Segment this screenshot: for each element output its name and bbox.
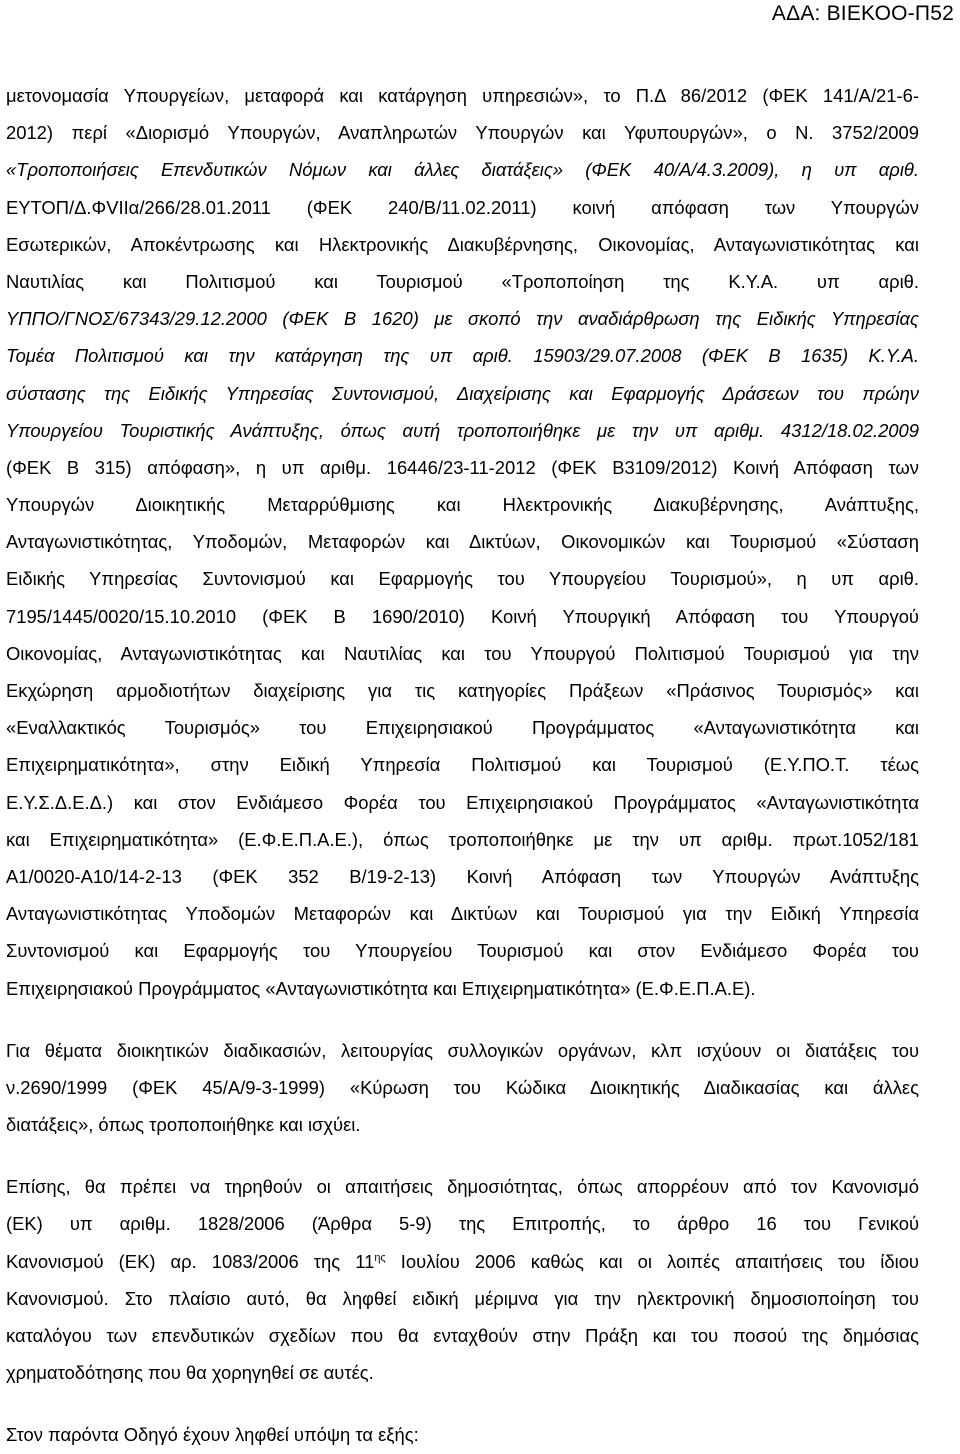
document-body (6, 77, 919, 1454)
document-header-code: ΑΔΑ: ΒΙΕΚΟΟ-Π52 (771, 2, 954, 25)
text-line: 2012) περί «Διορισμό Υπουργών, Αναπληρωτών Υπουργών και Υφυπουργών», ο Ν. 3752/2009 (6, 122, 919, 144)
text-line: Υπουργών Διοικητικής Μεταρρύθμισης και Ηλεκτρονικής Διακυβέρνησης, Ανάπτυξης, (6, 494, 919, 516)
text-line: Επιχειρηματικότητα», στην Ειδική Υπηρεσία Πολιτισμού και Τουρισμού (Ε.Υ.ΠΟ.Τ. τέως (6, 754, 919, 776)
text-line: «Εναλλακτικός Τουρισμός» του Επιχειρησιακού Προγράμματος «Ανταγωνιστικότητα και (6, 717, 919, 739)
text-line: Κανονισμού. Στο πλαίσιο αυτό, θα ληφθεί ειδική μέριμνα για την ηλεκτρονική δημοσιοποίηση του (6, 1287, 919, 1309)
text-line: και Επιχειρηματικότητα» (Ε.Φ.Ε.Π.Α.Ε.), όπως τροποποιήθηκε με την υπ αριθμ. πρωτ.1052/181 (6, 828, 919, 850)
text-line: ΕΥΤΟΠ/Δ.ΦVIIα/266/28.01.2011 (ΦΕΚ 240/Β/11.02.2011) κοινή απόφαση των Υπουργών (6, 196, 919, 218)
paragraph-publicity-requirements (6, 1168, 919, 1391)
text-line: Υπουργείου Τουριστικής Ανάπτυξης, όπως αυτή τροποποιήθηκε με την υπ αριθμ. 4312/18.02.2009 (6, 419, 919, 441)
text-line: Στον παρόντα Οδηγό έχουν ληφθεί υπόψη τα εξής: (6, 1424, 419, 1446)
text-line: Επιχειρησιακού Προγράμματος «Ανταγωνιστικότητα και Επιχειρηματικότητα» (Ε.Φ.Ε.Π.Α.Ε). (6, 977, 756, 999)
text-line: Τομέα Πολιτισμού και την κατάργηση της υπ αριθ. 15903/29.07.2008 (ΦΕΚ Β 1635) Κ.Υ.Α. (6, 345, 919, 367)
text-line: (ΕΚ) υπ αριθμ. 1828/2006 (Άρθρα 5-9) της Επιτροπής, το άρθρο 16 του Γενικού (6, 1213, 919, 1235)
text-line: Ναυτιλίας και Πολιτισμού και Τουρισμού «Τροποποίηση της Κ.Υ.Α. υπ αριθ. (6, 270, 919, 292)
text-line: Συντονισμού και Εφαρμογής του Υπουργείου Τουρισμού και στον Ενδιάμεσο Φορέα του (6, 940, 919, 962)
text-line: σύστασης της Ειδικής Υπηρεσίας Συντονισμού, Διαχείρισης και Εφαρμογής Δράσεων του πρώην (6, 382, 919, 404)
text-line (6, 1243, 919, 1280)
text-line: Οικονομίας, Ανταγωνιστικότητας και Ναυτιλίας και του Υπουργού Πολιτισμού Τουρισμού για την (6, 642, 919, 664)
text-segment: Ιουλίου 2006 καθώς και οι λοιπές απαιτήσεις του ίδιου (385, 1250, 919, 1272)
text-line: Ανταγωνιστικότητας Υποδομών Μεταφορών και Δικτύων και Τουρισμού για την Ειδική Υπηρεσία (6, 903, 919, 925)
text-line: Επίσης, θα πρέπει να τηρηθούν οι απαιτήσεις δημοσιότητας, όπως απορρέουν από τον Κανονισμό (6, 1176, 919, 1198)
text-line: Ε.Υ.Σ.Δ.Ε.Δ.) και στον Ενδιάμεσο Φορέα του Επιχειρησιακού Προγράμματος «Ανταγωνιστικότητα (6, 791, 919, 813)
text-line: ν.2690/1999 (ΦΕΚ 45/Α/9-3-1999) «Κύρωση του Κώδικα Διοικητικής Διαδικασίας και άλλες (6, 1076, 919, 1098)
text-line: καταλόγου των επενδυτικών σχεδίων που θα ενταχθούν στην Πράξη και του ποσού της δημόσιας (6, 1325, 919, 1346)
paragraph-guide-considerations (6, 1416, 919, 1453)
ordinal-superscript: ης (374, 1251, 386, 1264)
paragraph-administrative-procedures (6, 1032, 919, 1144)
text-line: μετονομασία Υπουργείων, μεταφορά και κατάργηση υπηρεσιών», το Π.Δ 86/2012 (ΦΕΚ 141/Α/21-6- (6, 85, 919, 106)
text-line: διατάξεις», όπως τροποποιήθηκε και ισχύει. (6, 1114, 361, 1136)
text-line: ΥΠΠΟ/ΓΝΟΣ/67343/29.12.2000 (ΦΕΚ Β 1620) με σκοπό την αναδιάρθρωση της Ειδικής Υπηρεσίας (6, 308, 919, 330)
text-line: Εσωτερικών, Αποκέντρωσης και Ηλεκτρονικής Διακυβέρνησης, Οικονομίας, Ανταγωνιστικότητας και (6, 233, 919, 255)
paragraph-legal-references (6, 77, 919, 1007)
text-line: Για θέματα διοικητικών διαδικασιών, λειτουργίας συλλογικών οργάνων, κλπ ισχύουν οι διατάξεις του (6, 1039, 919, 1061)
text-line: χρηματοδότησης που θα χορηγηθεί σε αυτές. (6, 1362, 374, 1384)
text-line: Ειδικής Υπηρεσίας Συντονισμού και Εφαρμογής του Υπουργείου Τουρισμού», η υπ αριθ. (6, 568, 919, 590)
text-line: Ανταγωνιστικότητας, Υποδομών, Μεταφορών και Δικτύων, Οικονομικών και Τουρισμού «Σύσταση (6, 531, 919, 553)
text-line: «Τροποποιήσεις Επενδυτικών Νόμων και άλλες διατάξεις» (ΦΕΚ 40/Α/4.3.2009), η υπ αριθ. (6, 159, 919, 181)
text-line: Εκχώρηση αρμοδιοτήτων διαχείρισης για τις κατηγορίες Πράξεων «Πράσινος Τουρισμός» και (6, 680, 919, 701)
text-segment: Κανονισμού (ΕΚ) αρ. 1083/2006 της 11 (6, 1250, 375, 1272)
text-line: Α1/0020-Α10/14-2-13 (ΦΕΚ 352 Β/19-2-13) Κοινή Απόφαση των Υπουργών Ανάπτυξης (6, 865, 919, 887)
text-line: 7195/1445/0020/15.10.2010 (ΦΕΚ Β 1690/2010) Κοινή Υπουργική Απόφαση του Υπουργού (6, 605, 919, 627)
text-line: (ΦΕΚ Β 315) απόφαση», η υπ αριθμ. 16446/23-11-2012 (ΦΕΚ Β3109/2012) Κοινή Απόφαση των (6, 456, 919, 478)
